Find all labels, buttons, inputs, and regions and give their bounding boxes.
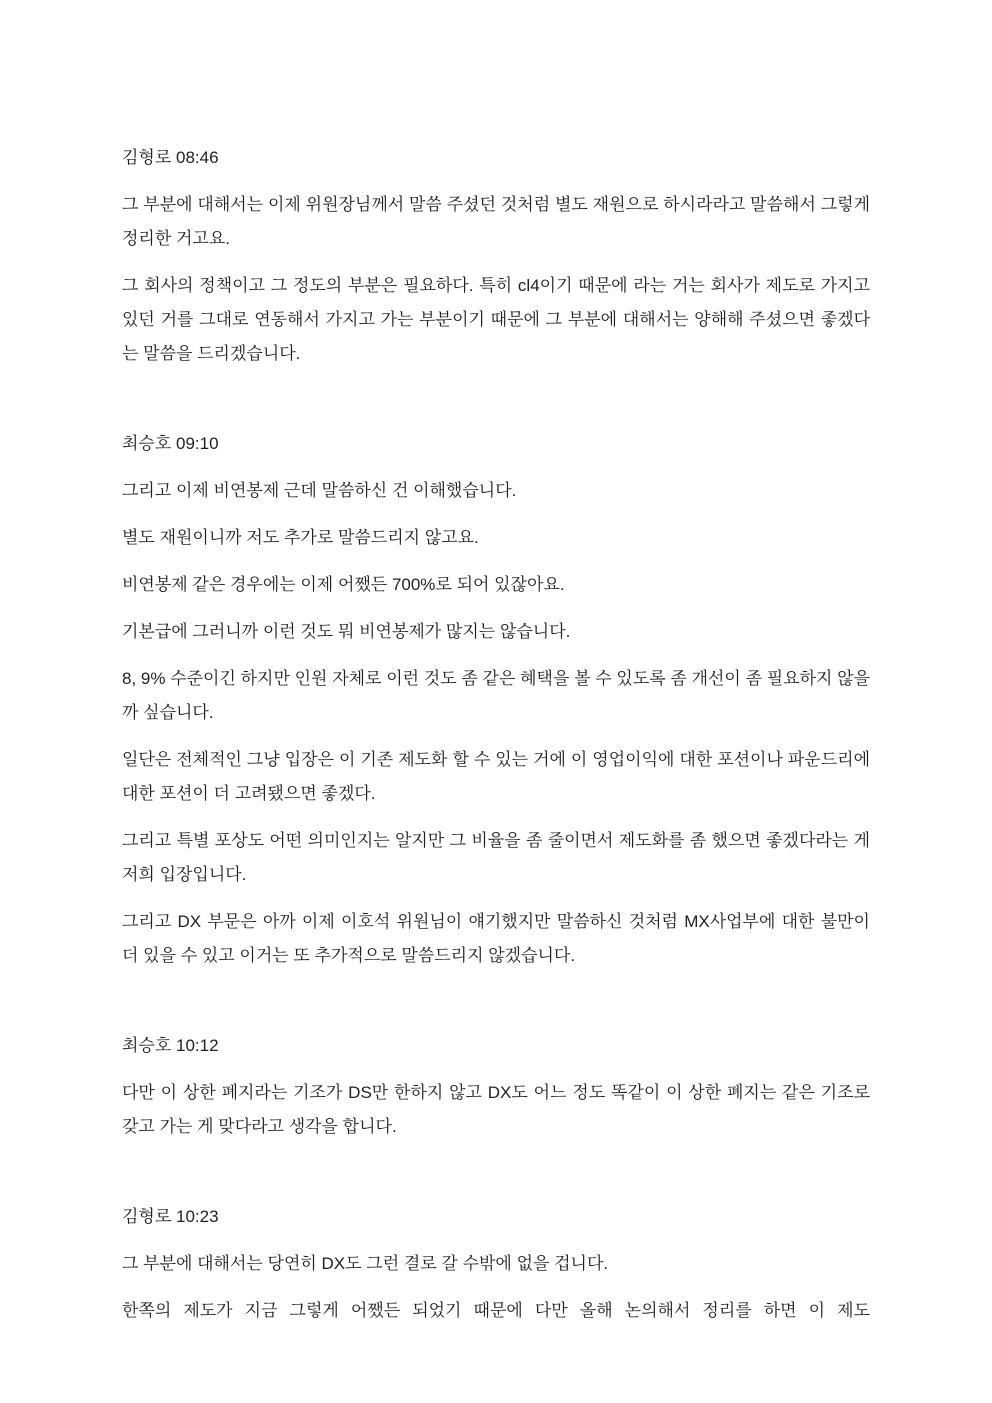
transcript-paragraph: 그리고 DX 부문은 아까 이제 이호석 위원님이 얘기했지만 말씀하신 것처럼 MX사업부에 대한 불만이 더 있을 수 있고 이거는 또 추가적으로 말씀드리지 않겠습니다. — [122, 912, 870, 965]
speaker-heading — [122, 1200, 870, 1234]
transcript-paragraph: 그 부분에 대해서는 이제 위원장님께서 말씀 주셨던 것처럼 별도 재원으로 하시라라고 말씀해서 그렇게 정리한 거고요. — [122, 195, 870, 248]
speaker-name: 김형로 — [122, 148, 172, 167]
transcript-section-2 — [122, 427, 870, 973]
speaker-heading — [122, 141, 870, 175]
transcript-paragraph: 그리고 이제 비연봉제 근데 말씀하신 건 이해했습니다. — [122, 481, 517, 500]
transcript-paragraph-cutoff: 한쪽의 제도가 지금 그렇게 어쨌든 되었기 때문에 다만 올해 논의해서 정리를 하면 이 제도 — [122, 1301, 870, 1320]
transcript-paragraph: 다만 이 상한 폐지라는 기조가 DS만 한하지 않고 DX도 어느 정도 똑같이 이 상한 폐지는 같은 기조로 갖고 가는 게 맞다라고 생각을 합니다. — [122, 1083, 870, 1136]
speaker-name: 최승호 — [122, 434, 172, 453]
speaker-timestamp: 10:12 — [176, 1036, 219, 1055]
transcript-paragraph: 8, 9% 수준이긴 하지만 인원 자체로 이런 것도 좀 같은 혜택을 볼 수 있도록 좀 개선이 좀 필요하지 않을까 싶습니다. — [122, 669, 870, 722]
transcript-section-1 — [122, 141, 870, 371]
transcript-paragraph: 별도 재원이니까 저도 추가로 말씀드리지 않고요. — [122, 528, 479, 547]
speaker-timestamp: 08:46 — [176, 148, 219, 167]
transcript-paragraph: 비연봉제 같은 경우에는 이제 어쨌든 700%로 되어 있잖아요. — [122, 575, 565, 594]
transcript-section-4 — [122, 1200, 870, 1328]
transcript-paragraph: 일단은 전체적인 그냥 입장은 이 기존 제도화 할 수 있는 거에 이 영업이익에 대한 포션이나 파운드리에 대한 포션이 더 고려됐으면 좋겠다. — [122, 750, 870, 803]
speaker-name: 김형로 — [122, 1207, 172, 1226]
transcript-paragraph: 기본급에 그러니까 이런 것도 뭐 비연봉제가 많지는 않습니다. — [122, 622, 571, 641]
transcript-paragraph: 그리고 특별 포상도 어떤 의미인지는 알지만 그 비율을 좀 줄이면서 제도화를 좀 했으면 좋겠다라는 게 저희 입장입니다. — [122, 831, 870, 884]
speaker-name: 최승호 — [122, 1036, 172, 1055]
transcript-paragraph: 그 회사의 정책이고 그 정도의 부분은 필요하다. 특히 cl4이기 때문에 라는 거는 회사가 제도로 가지고 있던 거를 그대로 연동해서 가지고 가는 부분이기 때문에 그 부분에 대해서는 양해해 주셨으면 좋겠다는 말씀을 드리겠습니다. — [122, 276, 870, 363]
speaker-heading — [122, 427, 870, 461]
speaker-heading — [122, 1029, 870, 1063]
transcript-section-3 — [122, 1029, 870, 1144]
speaker-timestamp: 09:10 — [176, 434, 219, 453]
transcript-paragraph: 그 부분에 대해서는 당연히 DX도 그런 결로 갈 수밖에 없을 겁니다. — [122, 1254, 609, 1273]
speaker-timestamp: 10:23 — [176, 1207, 219, 1226]
